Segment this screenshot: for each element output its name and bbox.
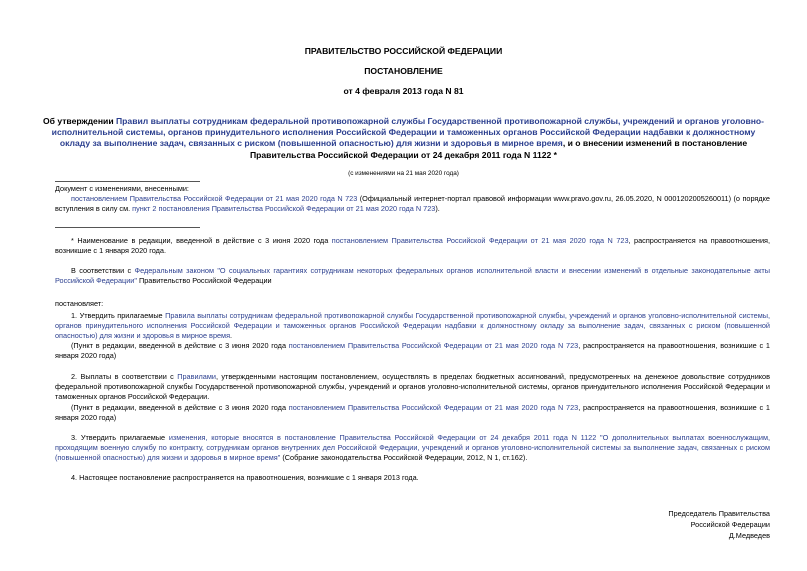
item-2-note-pre: (Пункт в редакции, введенной в действие с 3 июня 2020 года [71,403,289,412]
doc-changes-intro: Документ с изменениями, внесенными: [55,184,189,193]
doc-changes-block [55,184,770,215]
separator-bottom [55,227,200,228]
item-2-note-link[interactable]: постановлением Правительства Российской Федерации от 21 мая 2020 года N 723 [288,403,579,412]
footnote-link[interactable]: постановлением Правительства Российской Федерации от 21 мая 2020 года N 723 [331,236,629,245]
item-1-note-link[interactable]: постановлением Правительства Российской Федерации от 21 мая 2020 года N 723 [288,341,579,350]
item-2 [55,372,770,403]
doc-changes-text [55,194,770,214]
doc-changes-end: ). [435,204,440,214]
footnote-post: , распространяется на правоотношения, возникшие с 1 января 2020 года. [55,236,770,256]
changes-note: (с изменениями на 21 мая 2020 года) [348,170,459,177]
item-2-pre: 2. Выплаты в соответствии с [71,372,178,381]
doc-changes-mid: (Официальный интернет-портал правовой информации www.pravo.gov.ru, 26.05.2020, N 0001202005260011) (о порядке вступления в силу см. [55,194,770,214]
title-prefix: Об утверждении [42,116,116,126]
item-3-changes-link[interactable]: изменения, которые вносятся в постановление Правительства Российской Федерации от 24 декабря 2011 года N 1122 "О дополнительных выплатах военнослужащим, проходящим военную службу по контракту, сотрудникам органов внутренних дел Российской Федерации, учреждений и органов уголовно-исполнительной системы за выполнение задач, связанных с риском (повышенной опасностью) для жизни и здоровья в мирное время" [55,433,770,463]
federal-law-link[interactable]: Федеральным законом "О социальных гарантиях сотрудникам некоторых федеральных органов исполнительной власти и внесении изменений в отдельные законодательные акты Российской Федерации" [55,266,771,286]
signature-country: Российской Федерации [690,520,770,529]
document-date-heading: от 4 февраля 2013 года N 81 [343,86,464,96]
item-2-note [55,403,770,423]
footnote [55,236,770,256]
item-1-pre: 1. Утвердить прилагаемые [71,311,166,320]
item-1-note [55,341,770,361]
basis-pre: В соответствии с [71,266,135,275]
item-3-pre: 3. Утвердить прилагаемые [71,433,169,442]
item-1-post: . [230,331,233,341]
title-rules-link[interactable]: Правил выплаты сотрудникам федеральной противопожарной службы Государственной противопожарной службы, учреждений и органов уголовно-исполнительной системы, органов принудительного исполнения Российской Федерации и таможенных органов Российской Федерации надбавки к должностному окладу за выполнение задач, связанных с риском (повышенной опасностью) для жизни и здоровья в мирное время [51,116,765,149]
document-type-heading: ПОСТАНОВЛЕНИЕ [364,66,443,76]
title-suffix: , и о внесении изменений в постановление Правительства Российской Федерации от 24 декабря 2011 года N 1122 * [249,138,748,160]
separator-top [55,181,200,182]
signature-block [668,508,770,541]
item-1 [55,311,770,342]
basis-paragraph [55,266,770,286]
signature-position: Председатель Правительства [668,509,770,518]
amendment-723-point2-link[interactable]: пункт 2 постановления Правительства Российской Федерации от 21 мая 2020 года N 723 [132,204,436,214]
amendment-723-link[interactable]: постановлением Правительства Российской Федерации от 21 мая 2020 года N 723 [71,194,358,204]
item-1-rules-link[interactable]: Правила выплаты сотрудникам федеральной противопожарной службы Государственной противопожарной службы, учреждений и органов уголовно-исполнительной системы, органов принудительного исполнения Российской Федерации и таможенных органов Российской Федерации надбавки к должностному окладу за выполнение задач, связанных с риском (повышенной опасностью) для жизни и здоровья в мирное время [55,311,770,341]
document-title [40,116,767,161]
footnote-pre: * Наименование в редакции, введенной в действие с 3 июня 2020 года [71,236,332,245]
item-1-note-pre: (Пункт в редакции, введенной в действие с 3 июня 2020 года [71,341,289,350]
resolves-text: постановляет: [55,299,104,308]
item-2-post: , утвержденными настоящим постановлением, осуществлять в пределах бюджетных ассигнований, предусмотренных на денежное довольствие сотрудников федеральной противопожарной службы Государственной противопожарной службы, учреждений и органов уголовно-исполнительной системы, органов принудительного исполнения Российской Федерации и таможенных органов Российской Федерации. [55,372,770,402]
item-3 [55,433,770,464]
basis-post: Правительство Российской Федерации [136,276,272,286]
item-2-rules-link[interactable]: Правилами [177,372,216,381]
signature-name: Д.Медведев [728,531,770,540]
government-heading: ПРАВИТЕЛЬСТВО РОССИЙСКОЙ ФЕДЕРАЦИИ [304,46,503,56]
item-4: 4. Настоящее постановление распространяется на правоотношения, возникшие с 1 января 2013 года. [71,473,419,482]
item-2-note-post: , распространяется на правоотношения, возникшие с 1 января 2020 года) [55,403,770,423]
item-1-note-post: , распространяется на правоотношения, возникшие с 1 января 2020 года) [55,341,770,361]
item-3-post: (Собрание законодательства Российской Федерации, 2012, N 1, ст.162). [280,453,528,463]
